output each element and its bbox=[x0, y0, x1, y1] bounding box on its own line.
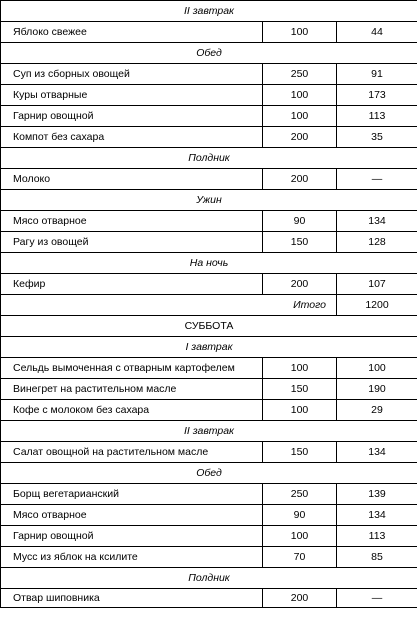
dish-kcal: 134 bbox=[337, 505, 417, 526]
dish-name: Мусс из яблок на ксилите bbox=[1, 547, 263, 568]
meal-section-row bbox=[1, 1, 417, 22]
meal-section-title: II завтрак bbox=[1, 1, 417, 22]
dish-name: Рагу из овощей bbox=[1, 232, 263, 253]
dish-quantity: 90 bbox=[263, 211, 337, 232]
table-row bbox=[1, 484, 417, 505]
dish-kcal: 107 bbox=[337, 274, 417, 295]
table-row bbox=[1, 64, 417, 85]
dish-kcal: 134 bbox=[337, 442, 417, 463]
dish-name: Молоко bbox=[1, 169, 263, 190]
meal-section-row bbox=[1, 190, 417, 211]
dish-quantity: 200 bbox=[263, 274, 337, 295]
dish-quantity: 100 bbox=[263, 400, 337, 421]
meal-section-title: На ночь bbox=[1, 253, 417, 274]
dish-kcal: 139 bbox=[337, 484, 417, 505]
dish-quantity: 200 bbox=[263, 169, 337, 190]
table-row bbox=[1, 379, 417, 400]
meal-section-title: Полдник bbox=[1, 568, 417, 589]
dish-name: Борщ вегетарианский bbox=[1, 484, 263, 505]
dish-kcal: 35 bbox=[337, 127, 417, 148]
dish-kcal: 44 bbox=[337, 22, 417, 43]
meal-section-row bbox=[1, 463, 417, 484]
dish-name: Кефир bbox=[1, 274, 263, 295]
meal-section-row bbox=[1, 421, 417, 442]
table-row bbox=[1, 589, 417, 608]
dish-quantity: 200 bbox=[263, 589, 337, 608]
table-row bbox=[1, 526, 417, 547]
dish-quantity: 150 bbox=[263, 379, 337, 400]
meal-section-row bbox=[1, 253, 417, 274]
dish-name: Сельдь вымоченная с отварным картофелем bbox=[1, 358, 263, 379]
dish-quantity: 90 bbox=[263, 505, 337, 526]
dish-kcal: 29 bbox=[337, 400, 417, 421]
dish-quantity: 100 bbox=[263, 358, 337, 379]
meal-section-row bbox=[1, 337, 417, 358]
table-row bbox=[1, 85, 417, 106]
dish-kcal: 113 bbox=[337, 526, 417, 547]
dish-quantity: 200 bbox=[263, 127, 337, 148]
dish-name: Отвар шиповника bbox=[1, 589, 263, 608]
table-row bbox=[1, 22, 417, 43]
dish-kcal: 134 bbox=[337, 211, 417, 232]
meal-section-title: II завтрак bbox=[1, 421, 417, 442]
meal-section-row bbox=[1, 148, 417, 169]
day-header-row bbox=[1, 316, 417, 337]
dish-name: Суп из сборных овощей bbox=[1, 64, 263, 85]
table-row bbox=[1, 400, 417, 421]
table-row bbox=[1, 127, 417, 148]
table-row bbox=[1, 169, 417, 190]
dish-quantity: 100 bbox=[263, 526, 337, 547]
total-label: Итого bbox=[1, 295, 337, 316]
meal-section-row bbox=[1, 43, 417, 64]
day-title: СУББОТА bbox=[1, 316, 417, 337]
dish-quantity: 250 bbox=[263, 64, 337, 85]
meal-section-title: I завтрак bbox=[1, 337, 417, 358]
table-row bbox=[1, 442, 417, 463]
table-row bbox=[1, 211, 417, 232]
dish-kcal: 100 bbox=[337, 358, 417, 379]
dish-quantity: 100 bbox=[263, 106, 337, 127]
dish-kcal: 85 bbox=[337, 547, 417, 568]
dish-kcal: 173 bbox=[337, 85, 417, 106]
dish-quantity: 100 bbox=[263, 22, 337, 43]
meal-section-title: Обед bbox=[1, 463, 417, 484]
meal-section-title: Полдник bbox=[1, 148, 417, 169]
dish-name: Салат овощной на растительном масле bbox=[1, 442, 263, 463]
dish-quantity: 150 bbox=[263, 232, 337, 253]
dish-kcal: 190 bbox=[337, 379, 417, 400]
dish-name: Куры отварные bbox=[1, 85, 263, 106]
dish-name: Гарнир овощной bbox=[1, 526, 263, 547]
meal-section-title: Обед bbox=[1, 43, 417, 64]
table-row bbox=[1, 505, 417, 526]
table-row bbox=[1, 106, 417, 127]
dish-name: Компот без сахара bbox=[1, 127, 263, 148]
dish-name: Гарнир овощной bbox=[1, 106, 263, 127]
dish-kcal: 128 bbox=[337, 232, 417, 253]
table-row bbox=[1, 232, 417, 253]
menu-table-body bbox=[1, 1, 417, 608]
dish-kcal: — bbox=[337, 589, 417, 608]
total-row bbox=[1, 295, 417, 316]
dish-name: Мясо отварное bbox=[1, 211, 263, 232]
dish-quantity: 70 bbox=[263, 547, 337, 568]
meal-section-row bbox=[1, 568, 417, 589]
table-row bbox=[1, 274, 417, 295]
table-row bbox=[1, 358, 417, 379]
table-row bbox=[1, 547, 417, 568]
dish-name: Кофе с молоком без сахара bbox=[1, 400, 263, 421]
dish-quantity: 150 bbox=[263, 442, 337, 463]
total-kcal: 1200 bbox=[337, 295, 417, 316]
dish-kcal: 113 bbox=[337, 106, 417, 127]
dish-name: Мясо отварное bbox=[1, 505, 263, 526]
dish-quantity: 250 bbox=[263, 484, 337, 505]
dish-kcal: 91 bbox=[337, 64, 417, 85]
dish-kcal: — bbox=[337, 169, 417, 190]
meal-section-title: Ужин bbox=[1, 190, 417, 211]
dish-quantity: 100 bbox=[263, 85, 337, 106]
dish-name: Винегрет на растительном масле bbox=[1, 379, 263, 400]
dish-name: Яблоко свежее bbox=[1, 22, 263, 43]
